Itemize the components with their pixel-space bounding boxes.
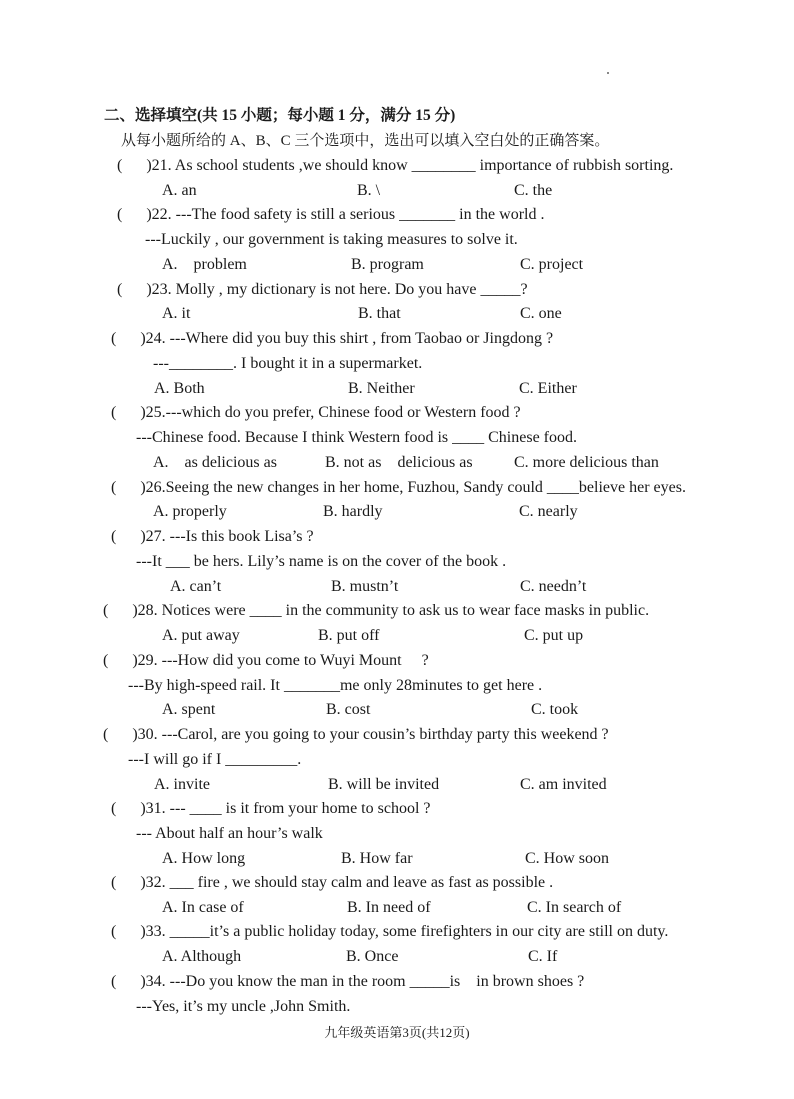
question-22-option-b: B. program — [351, 256, 424, 273]
question-27-option-a: A. can’t — [170, 578, 222, 595]
question-32-option-c: C. In search of — [527, 899, 622, 916]
question-30-option-b: B. will be invited — [328, 776, 440, 793]
question-33-option-c: C. If — [528, 948, 558, 965]
question-30-reply: ---I will go if I _________. — [128, 751, 302, 768]
question-28-option-b: B. put off — [318, 627, 380, 644]
question-33-option-a: A. Although — [162, 948, 242, 965]
question-33-stem: ( )33. _____it’s a public holiday today, some firefighters in our city are still on duty. — [111, 923, 669, 940]
question-24-option-b: B. Neither — [348, 380, 415, 397]
question-25-stem: ( )25.---which do you prefer, Chinese food or Western food ? — [111, 404, 521, 421]
question-21-option-c: C. the — [514, 182, 553, 199]
question-29-option-a: A. spent — [162, 701, 216, 718]
question-32-option-a: A. In case of — [162, 899, 244, 916]
question-28-option-c: C. put up — [524, 627, 584, 644]
question-21-option-b: B. \ — [357, 182, 381, 199]
question-29-stem: ( )29. ---How did you come to Wuyi Mount ? — [103, 652, 429, 669]
question-32-stem: ( )32. ___ fire , we should stay calm and leave as fast as possible . — [111, 874, 554, 891]
question-24-option-c: C. Either — [519, 380, 577, 397]
question-25-reply: ---Chinese food. Because I think Western food is ____ Chinese food. — [136, 429, 577, 446]
question-28-stem: ( )28. Notices were ____ in the community to ask us to wear face masks in public. — [103, 602, 650, 619]
question-26-option-c: C. nearly — [519, 503, 578, 520]
section-title: 二、选择填空(共 15 小题；每小题 1 分，满分 15 分) — [104, 107, 456, 124]
question-29-option-b: B. cost — [326, 701, 371, 718]
question-31-stem: ( )31. --- ____ is it from your home to school ? — [111, 800, 431, 817]
question-34-stem: ( )34. ---Do you know the man in the room _____is in brown shoes ? — [111, 973, 585, 990]
question-25-option-b: B. not as delicious as — [325, 454, 473, 471]
question-24-option-a: A. Both — [154, 380, 205, 397]
page-footer: 九年级英语第3页(共12页) — [324, 1025, 470, 1040]
question-33-option-b: B. Once — [346, 948, 399, 965]
question-22-option-c: C. project — [520, 256, 584, 273]
question-26-option-b: B. hardly — [323, 503, 383, 520]
question-34-reply: ---Yes, it’s my uncle ,John Smith. — [136, 998, 351, 1015]
question-31-reply: --- About half an hour’s walk — [136, 825, 323, 842]
question-30-stem: ( )30. ---Carol, are you going to your cousin’s birthday party this weekend ? — [103, 726, 609, 743]
question-29-reply: ---By high-speed rail. It _______me only 28minutes to get here . — [128, 677, 543, 694]
question-25-option-c: C. more delicious than — [514, 454, 659, 471]
question-22-option-a: A. problem — [162, 256, 247, 273]
question-27-stem: ( )27. ---Is this book Lisa’s ? — [111, 528, 314, 545]
question-24-reply: ---________. I bought it in a supermarket. — [153, 355, 423, 372]
question-26-option-a: A. properly — [153, 503, 227, 520]
question-23-stem: ( )23. Molly , my dictionary is not here. Do you have _____? — [117, 281, 528, 298]
question-32-option-b: B. In need of — [347, 899, 431, 916]
question-23-option-b: B. that — [358, 305, 401, 322]
question-30-option-c: C. am invited — [520, 776, 607, 793]
question-22-stem: ( )22. ---The food safety is still a serious _______ in the world . — [117, 206, 545, 223]
question-30-option-a: A. invite — [154, 776, 210, 793]
question-21-option-a: A. an — [162, 182, 197, 199]
question-27-reply: ---It ___ be hers. Lily’s name is on the cover of the book . — [136, 553, 507, 570]
question-27-option-b: B. mustn’t — [331, 578, 399, 595]
question-27-option-c: C. needn’t — [520, 578, 587, 595]
question-26-stem: ( )26.Seeing the new changes in her home, Fuzhou, Sandy could ____believe her eyes. — [111, 479, 686, 496]
question-31-option-b: B. How far — [341, 850, 413, 867]
question-25-option-a: A. as delicious as — [153, 454, 277, 471]
question-23-option-c: C. one — [520, 305, 562, 322]
scan-speck — [607, 72, 609, 74]
question-22-reply: ---Luckily , our government is taking measures to solve it. — [145, 231, 518, 248]
question-23-option-a: A. it — [162, 305, 191, 322]
question-31-option-a: A. How long — [162, 850, 246, 867]
section-instruction: 从每小题所给的 A、B、C 三个选项中，选出可以填入空白处的正确答案。 — [121, 133, 610, 149]
question-28-option-a: A. put away — [162, 627, 240, 644]
question-29-option-c: C. took — [531, 701, 579, 718]
question-21-stem: ( )21. As school students ,we should know ________ importance of rubbish sorting. — [117, 157, 674, 174]
question-24-stem: ( )24. ---Where did you buy this shirt , from Taobao or Jingdong ? — [111, 330, 554, 347]
question-31-option-c: C. How soon — [525, 850, 610, 867]
